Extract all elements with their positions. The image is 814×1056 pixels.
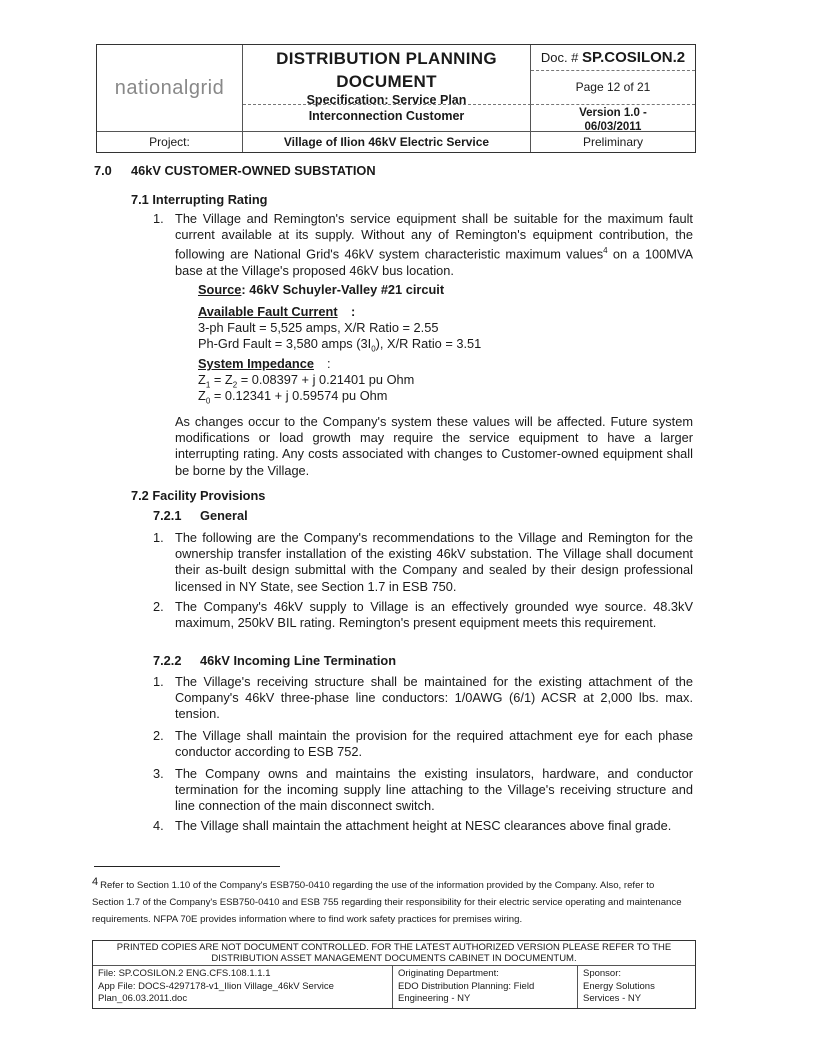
list-item-number: 2. — [153, 728, 164, 743]
subsection-7-2-1-number: 7.2.1 — [153, 508, 182, 523]
impedance-value: = 0.12341 + j 0.59574 pu Ohm — [210, 388, 388, 403]
footnote-separator — [94, 866, 280, 867]
impedance-value: = 0.08397 + j 0.21401 pu Ohm — [237, 372, 415, 387]
control-notice-line-2: DISTRIBUTION ASSET MANAGEMENT DOCUMENTS CABINET IN DOCUMENTUM. — [211, 953, 577, 964]
source-label: Source — [198, 282, 242, 297]
title-line-2: DOCUMENT — [336, 72, 437, 91]
subsection-7-2-2-number: 7.2.2 — [153, 653, 182, 668]
document-footer-table — [92, 940, 696, 1009]
system-impedance-label: System Impedance — [198, 356, 314, 371]
three-phase-fault: 3-ph Fault = 5,525 amps, X/R Ratio = 2.55 — [198, 320, 439, 335]
subscript: 2 — [232, 380, 238, 390]
page-number: Page 12 of 21 — [575, 80, 651, 94]
changes-paragraph: As changes occur to the Company's system these values will be affected. Future system modifications or load growth may require the service equipment to have a larger interrupting rating. Any costs associated with changes to Customer-owned equipment shall be borne by the Village. — [175, 414, 693, 478]
fault-current-colon: : — [351, 304, 356, 319]
version-date: 06/03/2011 — [584, 121, 642, 133]
app-file-line: App File: DOCS-4297178-v1_Ilion Village_46kV Service — [98, 980, 334, 992]
source-line — [198, 282, 444, 298]
interrupting-rating-paragraph — [175, 211, 693, 279]
impedance-colon: : — [327, 356, 331, 371]
list-item-number: 1. — [153, 674, 164, 689]
title-line-1: DISTRIBUTION PLANNING — [276, 49, 497, 68]
version-number: Version 1.0 - — [579, 107, 647, 119]
logo-text: nationalgrid — [114, 76, 225, 99]
sponsor-label: Sponsor: — [583, 968, 622, 979]
subsection-7-1-heading: 7.1 Interrupting Rating — [131, 192, 268, 207]
list-item-number: 1. — [153, 211, 164, 226]
sponsor-value: Energy Solutions — [583, 980, 655, 992]
list-item: The Village shall maintain the provision for the required attachment eye for each phase conductor according to ESB 752. — [175, 728, 693, 760]
list-item-number: 1. — [153, 530, 164, 545]
section-number: 7.0 — [94, 163, 112, 178]
file-line: File: SP.COSILON.2 ENG.CFS.108.1.1.1 — [98, 968, 271, 979]
document-header-table — [96, 44, 696, 153]
document-number — [531, 45, 695, 71]
subsection-7-2-heading: 7.2 Facility Provisions — [131, 488, 266, 503]
list-item-number: 4. — [153, 818, 164, 833]
list-item: The Village shall maintain the attachment height at NESC clearances above final grade. — [175, 818, 672, 833]
doc-number-prefix: Doc. # — [540, 50, 579, 65]
z-symbol: Z — [198, 372, 206, 387]
list-item: The following are the Company's recommendations to the Village and Remington for the ownership transfer installation of the existing 46kV substation. The Village shall document their as-built design submittal with the Company and sealed by their design professional licensed in NY State, see Section 1.7 in ESB 750. — [175, 530, 693, 594]
file-info — [93, 966, 393, 1008]
project-name: Village of Ilion 46kV Electric Service — [243, 131, 531, 152]
list-item-number: 2. — [153, 599, 164, 614]
subscript: 1 — [205, 380, 211, 390]
z-symbol: Z — [198, 388, 206, 403]
list-item: The Company owns and maintains the existing insulators, hardware, and conductor termination for the incoming supply line attaching to the Village's receiving structure and line connection of the main disconnect switch. — [175, 766, 693, 814]
control-notice — [93, 941, 695, 966]
phase-ground-fault-ratio: ), X/R Ratio = 3.51 — [375, 336, 482, 351]
version-info — [531, 104, 695, 131]
footnote-reference: 4 — [603, 246, 608, 256]
source-value: : 46kV Schuyler-Valley #21 circuit — [241, 282, 445, 297]
app-file-line-continued: Plan_06.03.2011.doc — [98, 993, 188, 1004]
document-title — [243, 45, 531, 107]
footnote-text: Refer to Section 1.10 of the Company's ESB750-0410 regarding the use of the information provided by the Company. Also, refer to Section 1.7 of the Company's ESB750-0410 and ESB 755 regarding their responsibility for their electric service operating and maintenance requirements. NFPA 70E provides information where to find work safety practices for premises wiring. — [92, 880, 682, 925]
document-subtitle: Specification: Service Plan — [306, 93, 467, 107]
section-title: 46kV CUSTOMER-OWNED SUBSTATION — [131, 163, 376, 178]
paragraph-text: The Village and Remington's service equipment shall be suitable for the maximum fault current available at its supply. Without any of Remington's equipment contribution, the following are National Grid's 46kV system characteristic maximum values — [175, 211, 693, 262]
list-item-number: 3. — [153, 766, 164, 781]
fault-current-label: Available Fault Current — [198, 304, 338, 319]
sponsor — [578, 966, 695, 1008]
doc-number-value: SP.COSILON.2 — [582, 49, 686, 66]
equals-z: = Z — [210, 372, 233, 387]
customer-type: Interconnection Customer — [243, 104, 531, 131]
phase-ground-fault-text: Ph-Grd Fault = 3,580 amps (3I — [198, 336, 372, 351]
control-notice-line-1: PRINTED COPIES ARE NOT DOCUMENT CONTROLLED. FOR THE LATEST AUTHORIZED VERSION PLEASE REFER TO THE — [116, 942, 672, 953]
sponsor-value-continued: Services - NY — [583, 993, 642, 1004]
subscript: 0 — [371, 344, 376, 354]
originating-department — [393, 966, 578, 1008]
originating-label: Originating Department: — [398, 968, 499, 979]
document-status: Preliminary — [531, 131, 695, 152]
originating-value-continued: Engineering - NY — [398, 993, 471, 1004]
list-item: The Village's receiving structure shall be maintained for the existing attachment of the Company's 46kV three-phase line conductors: 1/0AWG (6/1) ACSR at 2,000 lbs. max. tension. — [175, 674, 693, 722]
project-label: Project: — [97, 131, 243, 152]
subsection-7-2-2-title: 46kV Incoming Line Termination — [200, 653, 397, 668]
footnote — [92, 874, 688, 928]
subscript: 0 — [205, 396, 211, 406]
subsection-7-2-1-title: General — [200, 508, 248, 523]
footnote-mark: 4 — [92, 876, 99, 888]
originating-value: EDO Distribution Planning: Field — [398, 980, 535, 992]
zero-sequence-impedance — [198, 388, 387, 410]
company-logo — [97, 45, 243, 131]
list-item: The Company's 46kV supply to Village is an effectively grounded wye source. 48.3kV maximum, 250kV BIL rating. Remington's present equipment meets this requirement. — [175, 599, 693, 631]
paragraph-text-continued: on a 100MVA base at the Village's proposed 46kV bus location. — [175, 246, 693, 278]
phase-ground-fault — [198, 336, 481, 358]
